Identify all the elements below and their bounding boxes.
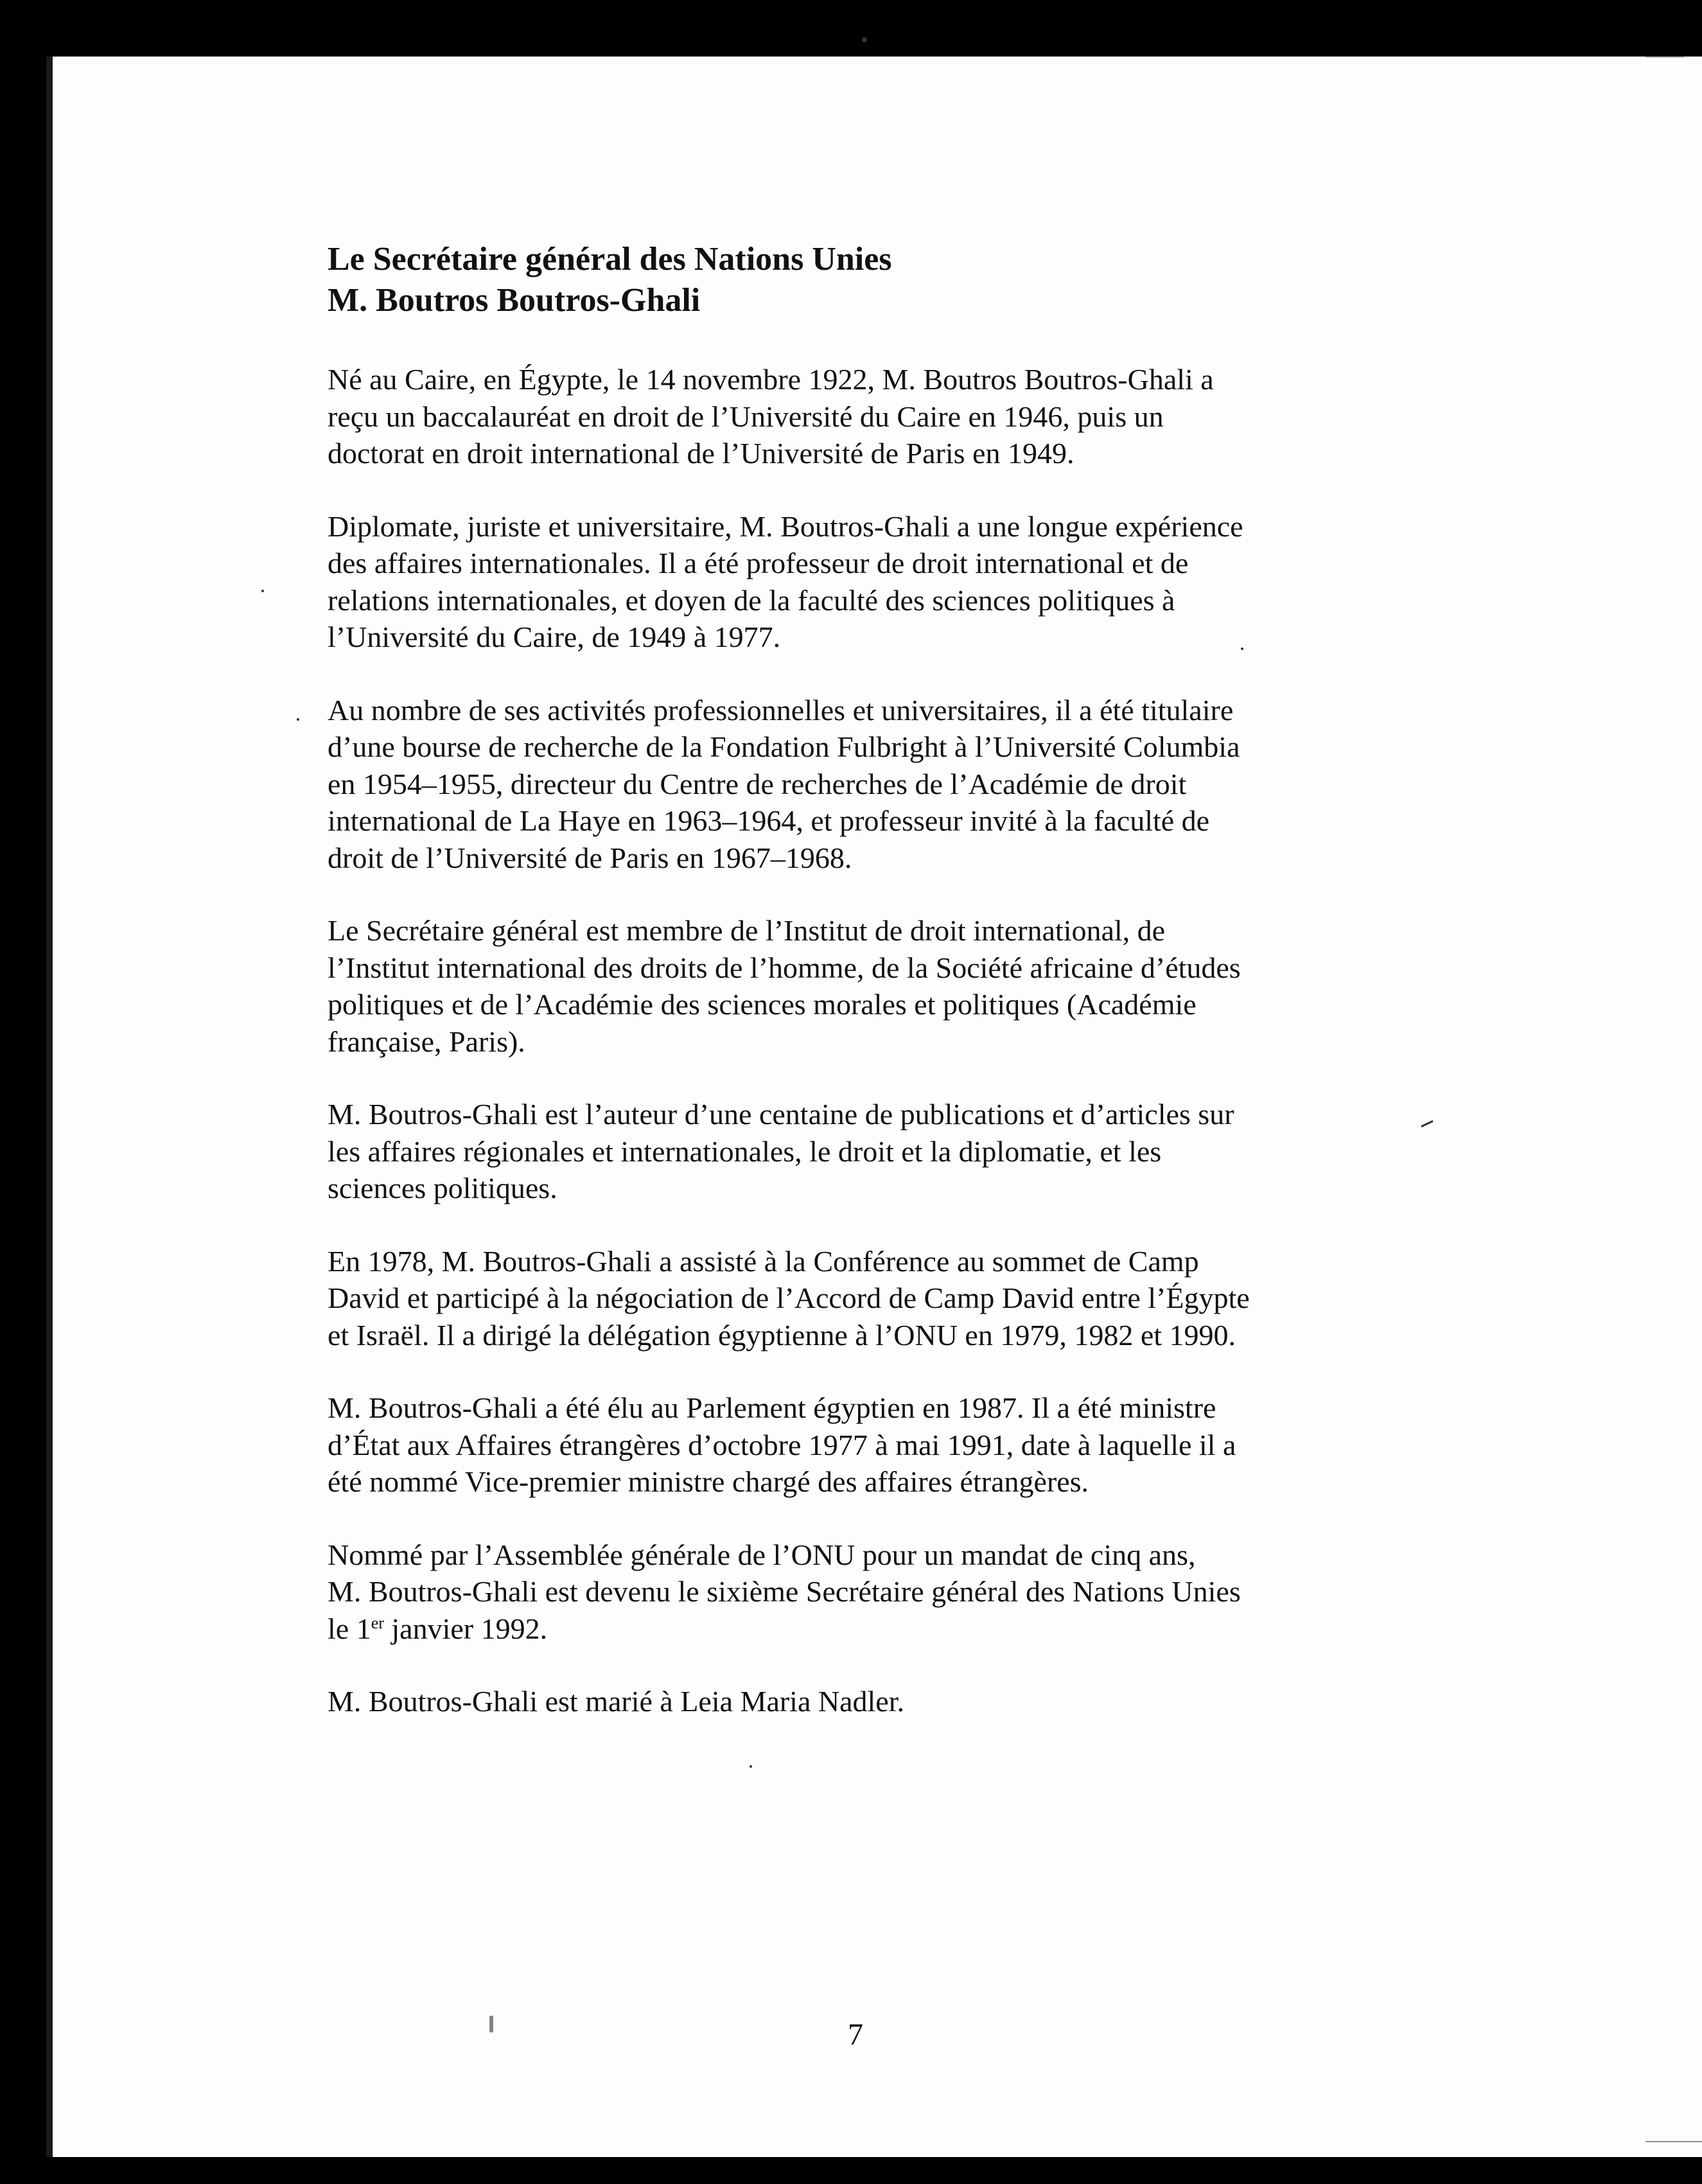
text-line: David et participé à la négociation de l’Accord de Camp David entre l’Égypte (328, 1281, 1250, 1314)
scan-speck (1421, 1120, 1433, 1127)
text-line: M. Boutros-Ghali est marié à Leia Maria Nadler. (328, 1685, 904, 1718)
paragraph-career (328, 508, 1394, 656)
document-title (328, 239, 1394, 321)
text-line-date (328, 1610, 1394, 1648)
text-line: Né au Caire, en Égypte, le 14 novembre 1922, M. Boutros Boutros-Ghali a (328, 363, 1214, 396)
text-line: en 1954–1955, directeur du Centre de recherches de l’Académie de droit (328, 767, 1187, 800)
edge-line (1645, 2141, 1702, 2142)
scan-speck (862, 37, 867, 42)
scan-speck (750, 1765, 752, 1768)
date-prefix: le 1 (328, 1612, 371, 1645)
text-line: Nommé par l’Assemblée générale de l’ONU pour un mandat de cinq ans, (328, 1538, 1196, 1571)
text-line: d’une bourse de recherche de la Fondation Fulbright à l’Université Columbia (328, 730, 1240, 763)
ordinal-superscript: er (371, 1613, 384, 1632)
text-line: M. Boutros-Ghali est devenu le sixième Secrétaire général des Nations Unies (328, 1575, 1241, 1608)
text-line: M. Boutros-Ghali a été élu au Parlement égyptien en 1987. Il a été ministre (328, 1391, 1216, 1424)
text-line: Au nombre de ses activités professionnelles et universitaires, il a été titulaire (328, 693, 1234, 727)
paragraph-marriage (328, 1683, 1394, 1720)
paragraph-activities (328, 692, 1394, 877)
text-line: française, Paris). (328, 1025, 525, 1058)
scan-speck (489, 2016, 493, 2032)
paragraph-appointment (328, 1537, 1394, 1648)
text-line: relations internationales, et doyen de la faculté des sciences politiques à (328, 583, 1175, 617)
paragraph-birth-education (328, 361, 1394, 472)
scan-speck (261, 590, 264, 592)
paragraph-publications (328, 1096, 1394, 1207)
text-line: sciences politiques. (328, 1172, 557, 1204)
text-line: d’État aux Affaires étrangères d’octobre 1977 à mai 1991, date à laquelle il a (328, 1428, 1236, 1461)
text-line: international de La Haye en 1963–1964, et professeur invité à la faculté de (328, 804, 1210, 837)
document-body (328, 239, 1394, 1756)
edge-line (1645, 57, 1684, 58)
text-line: les affaires régionales et internationales, le droit et la diplomatie, et les (328, 1134, 1162, 1168)
text-line: politiques et de l’Académie des sciences morales et politiques (Académie (328, 988, 1197, 1021)
scan-speck (297, 718, 299, 721)
text-line: l’Université du Caire, de 1949 à 1977. (328, 621, 781, 653)
text-line: M. Boutros-Ghali est l’auteur d’une centaine de publications et d’articles sur (328, 1098, 1234, 1131)
text-line: En 1978, M. Boutros-Ghali a assisté à la Conférence au sommet de Camp (328, 1244, 1199, 1278)
page-number: 7 (848, 2018, 863, 2052)
text-line: été nommé Vice-premier ministre chargé des affaires étrangères. (328, 1465, 1089, 1498)
text-line: l’Institut international des droits de l’homme, de la Société africaine d’études (328, 951, 1241, 984)
paragraph-parliament (328, 1389, 1394, 1501)
text-line: doctorat en droit international de l’Université de Paris en 1949. (328, 437, 1075, 470)
text-line: Le Secrétaire général est membre de l’Institut de droit international, de (328, 914, 1166, 947)
title-line-2: M. Boutros Boutros-Ghali (328, 282, 701, 319)
text-line: reçu un baccalauréat en droit de l’Université du Caire en 1946, puis un (328, 400, 1164, 433)
text-line: et Israël. Il a dirigé la délégation égyptienne à l’ONU en 1979, 1982 et 1990. (328, 1318, 1236, 1352)
paragraph-camp-david (328, 1243, 1394, 1354)
text-line: Diplomate, juriste et universitaire, M. Boutros-Ghali a une longue expérience (328, 509, 1243, 543)
title-line-1: Le Secrétaire général des Nations Unies (328, 241, 892, 277)
paragraph-memberships (328, 912, 1394, 1060)
text-line: des affaires internationales. Il a été professeur de droit international et de (328, 547, 1189, 579)
date-suffix: janvier 1992. (383, 1612, 548, 1645)
text-line: droit de l’Université de Paris en 1967–1968. (328, 841, 852, 874)
